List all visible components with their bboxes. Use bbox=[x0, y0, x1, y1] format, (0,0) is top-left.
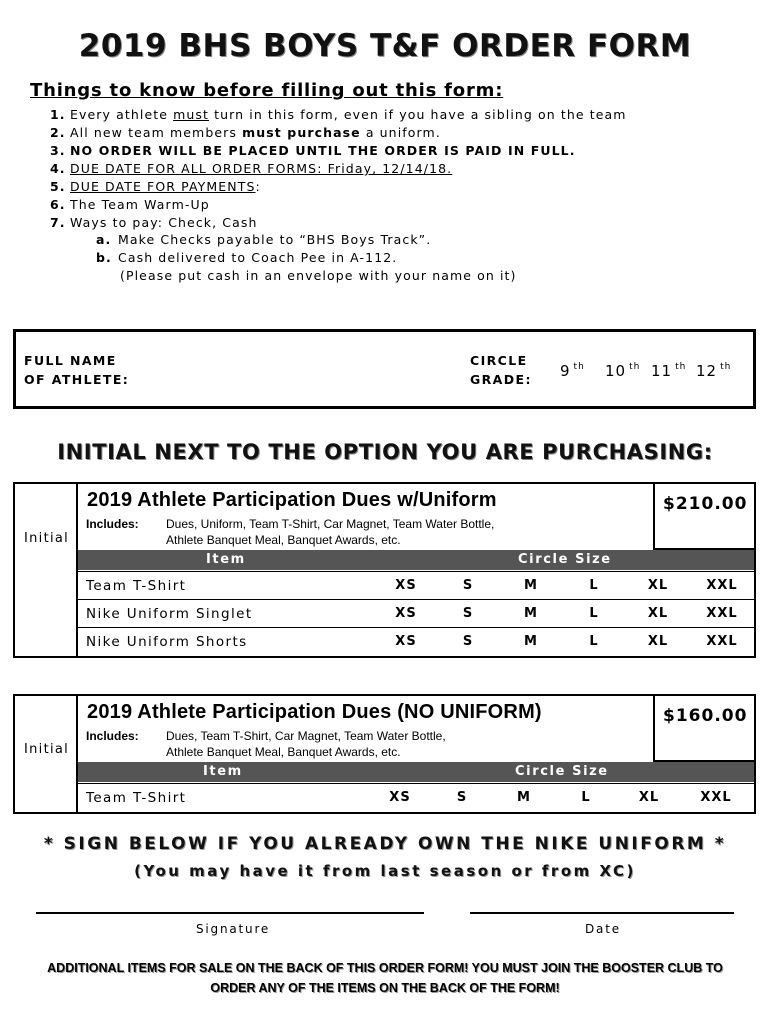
instruction-number: 3. bbox=[50, 143, 66, 158]
date-line[interactable] bbox=[470, 912, 734, 914]
date-label: Date bbox=[585, 922, 621, 936]
price-box bbox=[653, 484, 754, 550]
size-option[interactable]: XL bbox=[638, 790, 660, 805]
size-option[interactable]: M bbox=[524, 606, 538, 621]
grade-option-9[interactable] bbox=[560, 362, 585, 380]
label-line: FULL NAME bbox=[24, 353, 117, 368]
instruction-letter: a. bbox=[96, 232, 112, 247]
size-option[interactable]: XS bbox=[395, 578, 417, 593]
option-no-uniform bbox=[13, 694, 756, 814]
instruction-text: All new team members bbox=[70, 125, 243, 140]
instruction-7b-note: (Please put cash in an envelope with your name on it) bbox=[120, 268, 517, 283]
size-option[interactable]: XS bbox=[389, 790, 411, 805]
grade-suffix: th bbox=[720, 362, 732, 372]
grade-option-11[interactable] bbox=[651, 362, 686, 380]
includes-line: Athlete Banquet Meal, Banquet Awards, etc. bbox=[166, 533, 401, 547]
includes-text bbox=[166, 516, 494, 548]
instruction-letter: b. bbox=[96, 250, 112, 265]
instruction-number: 7. bbox=[50, 215, 66, 230]
size-option[interactable]: XXL bbox=[706, 578, 738, 593]
label-line: GRADE: bbox=[470, 372, 532, 387]
footer-line-2: ORDER ANY OF THE ITEMS ON THE BACK OF THE FORM! bbox=[210, 981, 560, 995]
includes-line: Dues, Team T-Shirt, Car Magnet, Team Water Bottle, bbox=[166, 729, 446, 743]
includes-line: Dues, Uniform, Team T-Shirt, Car Magnet, Team Water Bottle, bbox=[166, 517, 495, 531]
instruction-text: Make Checks payable to “BHS Boys Track”. bbox=[118, 232, 432, 247]
instruction-number: 1. bbox=[50, 107, 66, 122]
table-row bbox=[78, 783, 754, 811]
instruction-text-bold: NO ORDER WILL BE PLACED UNTIL THE ORDER IS PAID IN FULL. bbox=[70, 143, 576, 158]
grade-label bbox=[470, 351, 532, 389]
form-title: 2019 BHS BOYS T&F ORDER FORM bbox=[78, 28, 692, 64]
size-option[interactable]: M bbox=[517, 790, 531, 805]
size-option[interactable]: XXL bbox=[700, 790, 732, 805]
option-price: $160.00 bbox=[663, 706, 748, 726]
instruction-2 bbox=[50, 124, 441, 142]
instruction-3 bbox=[50, 142, 576, 160]
table-row bbox=[78, 627, 754, 655]
instruction-number: 2. bbox=[50, 125, 66, 140]
instruction-text: The Team Warm-Up bbox=[70, 197, 210, 212]
instruction-text: : bbox=[255, 179, 261, 194]
initial-label: Initial bbox=[24, 742, 70, 757]
full-name-field[interactable] bbox=[146, 352, 464, 390]
size-option[interactable]: L bbox=[589, 606, 599, 621]
table-row bbox=[78, 571, 754, 599]
footer-line-1: ADDITIONAL ITEMS FOR SALE ON THE BACK OF THIS ORDER FORM! YOU MUST JOIN THE BOOSTER CLUB TO bbox=[47, 961, 723, 975]
athlete-info-box bbox=[13, 329, 756, 409]
grade-suffix: th bbox=[573, 362, 585, 372]
size-table bbox=[78, 762, 754, 812]
grade-number: 9 bbox=[560, 362, 571, 380]
column-item: Item bbox=[206, 552, 246, 567]
option-with-uniform bbox=[13, 482, 756, 658]
signature-line[interactable] bbox=[36, 912, 424, 914]
option-title: 2019 Athlete Participation Dues (NO UNIFORM) bbox=[87, 701, 542, 723]
grade-suffix: th bbox=[629, 362, 641, 372]
due-date-payments: DUE DATE FOR PAYMENTS bbox=[70, 179, 256, 194]
instruction-text: turn in this form, even if you have a sibling on the team bbox=[209, 107, 627, 122]
size-option[interactable]: XS bbox=[395, 634, 417, 649]
column-item: Item bbox=[203, 764, 243, 779]
size-table bbox=[78, 550, 754, 656]
initial-label: Initial bbox=[24, 531, 70, 546]
grade-option-10[interactable] bbox=[605, 362, 640, 380]
instruction-7a bbox=[96, 232, 431, 247]
label-line: OF ATHLETE: bbox=[24, 372, 130, 387]
sign-heading: * SIGN BELOW IF YOU ALREADY OWN THE NIKE UNIFORM * bbox=[43, 834, 727, 854]
instructions-heading: Things to know before filling out this form: bbox=[30, 80, 504, 101]
size-option[interactable]: S bbox=[462, 634, 474, 649]
instruction-4 bbox=[50, 160, 452, 178]
full-name-label bbox=[24, 351, 129, 389]
instruction-text-bold: must purchase bbox=[242, 125, 361, 140]
size-option[interactable]: XL bbox=[647, 634, 669, 649]
item-name: Nike Uniform Shorts bbox=[86, 634, 248, 650]
item-name: Nike Uniform Singlet bbox=[86, 606, 253, 622]
instruction-text-underlined: must bbox=[173, 107, 210, 122]
size-option[interactable]: XXL bbox=[706, 606, 738, 621]
initial-heading: INITIAL NEXT TO THE OPTION YOU ARE PURCHASING: bbox=[57, 440, 713, 464]
instruction-7 bbox=[50, 214, 258, 232]
size-option[interactable]: L bbox=[581, 790, 591, 805]
grade-suffix: th bbox=[675, 362, 687, 372]
signature-label: Signature bbox=[196, 922, 271, 936]
grade-number: 10 bbox=[605, 362, 627, 380]
instruction-text: Ways to pay: Check, Cash bbox=[70, 215, 258, 230]
size-option[interactable]: S bbox=[462, 606, 474, 621]
instruction-number: 6. bbox=[50, 197, 66, 212]
size-option[interactable]: XXL bbox=[706, 634, 738, 649]
instruction-5 bbox=[50, 178, 261, 196]
due-date-forms: DUE DATE FOR ALL ORDER FORMS: Friday, 12/14/18. bbox=[70, 161, 453, 176]
size-option[interactable]: XL bbox=[647, 606, 669, 621]
item-name: Team T-Shirt bbox=[86, 790, 187, 806]
item-name: Team T-Shirt bbox=[86, 578, 187, 594]
label-line: CIRCLE bbox=[470, 353, 528, 368]
size-option[interactable]: S bbox=[456, 790, 468, 805]
instruction-6 bbox=[50, 196, 210, 214]
table-header bbox=[78, 550, 754, 570]
price-box bbox=[653, 696, 754, 762]
instruction-1 bbox=[50, 106, 627, 124]
size-option[interactable]: L bbox=[589, 634, 599, 649]
column-size: Circle Size bbox=[518, 552, 612, 567]
size-option[interactable]: M bbox=[524, 578, 538, 593]
size-option[interactable]: S bbox=[462, 578, 474, 593]
grade-option-12[interactable] bbox=[696, 362, 731, 380]
instruction-number: 4. bbox=[50, 161, 66, 176]
includes-label: Includes: bbox=[86, 517, 139, 531]
size-option[interactable]: M bbox=[524, 634, 538, 649]
table-header bbox=[78, 762, 754, 782]
includes-text bbox=[166, 728, 446, 760]
instruction-text: Cash delivered to Coach Pee in A-112. bbox=[118, 250, 398, 265]
initial-box[interactable] bbox=[15, 484, 78, 656]
grade-number: 12 bbox=[696, 362, 718, 380]
sign-subheading: (You may have it from last season or from XC) bbox=[134, 862, 636, 880]
includes-label: Includes: bbox=[86, 729, 139, 743]
instruction-number: 5. bbox=[50, 179, 66, 194]
size-option[interactable]: L bbox=[589, 578, 599, 593]
size-option[interactable]: XS bbox=[395, 606, 417, 621]
size-option[interactable]: XL bbox=[647, 578, 669, 593]
column-size: Circle Size bbox=[515, 764, 609, 779]
initial-box[interactable] bbox=[15, 696, 78, 812]
grade-number: 11 bbox=[651, 362, 673, 380]
instruction-text: a uniform. bbox=[360, 125, 441, 140]
instruction-text: Every athlete bbox=[70, 107, 174, 122]
table-row bbox=[78, 599, 754, 627]
instruction-7b bbox=[96, 250, 397, 265]
includes-line: Athlete Banquet Meal, Banquet Awards, etc. bbox=[166, 745, 401, 759]
option-title: 2019 Athlete Participation Dues w/Uniform bbox=[87, 489, 497, 511]
option-price: $210.00 bbox=[663, 494, 748, 514]
